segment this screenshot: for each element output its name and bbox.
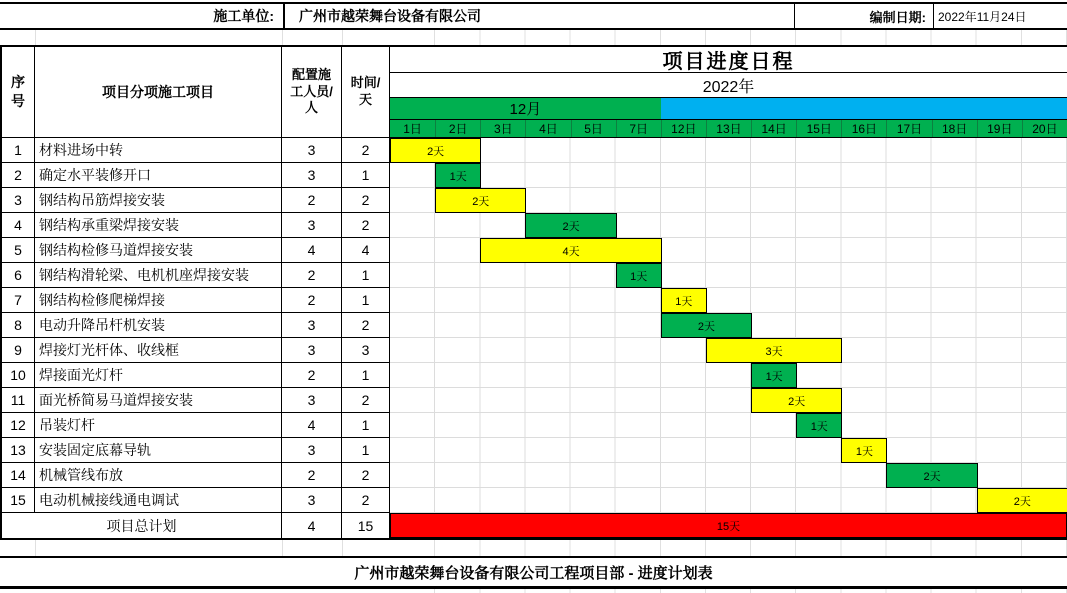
date-cell[interactable]: 18日 xyxy=(932,120,977,137)
gantt-bar[interactable]: 1天 xyxy=(751,363,797,388)
task-no-cell[interactable]: 10 xyxy=(2,363,35,388)
date-cell[interactable]: 2日 xyxy=(435,120,480,137)
gantt-row-cell xyxy=(390,463,1067,488)
task-crew-cell[interactable]: 3 xyxy=(282,488,342,513)
gantt-year-label[interactable]: 2022年 xyxy=(702,78,755,96)
task-crew-cell[interactable]: 2 xyxy=(282,463,342,488)
date-cell[interactable]: 17日 xyxy=(886,120,931,137)
task-rows xyxy=(2,138,1067,513)
date-header-row xyxy=(390,119,1067,138)
col-header-no[interactable]: 序号 xyxy=(2,47,35,138)
gantt-bar[interactable]: 2天 xyxy=(661,313,752,338)
task-days-cell[interactable]: 2 xyxy=(342,213,390,238)
task-days-cell[interactable]: 2 xyxy=(342,488,390,513)
task-crew-cell[interactable]: 2 xyxy=(282,263,342,288)
total-gantt-cell xyxy=(390,513,1067,538)
total-gantt-bar[interactable]: 15天 xyxy=(390,513,1067,538)
task-no-cell[interactable]: 9 xyxy=(2,338,35,363)
gantt-bar[interactable]: 4天 xyxy=(480,238,662,263)
month-december-band[interactable]: 12月 xyxy=(390,98,661,119)
date-cell[interactable]: 1日 xyxy=(403,122,422,136)
gantt-title[interactable]: 项目进度日程 xyxy=(390,47,1067,73)
task-no-cell[interactable]: 13 xyxy=(2,438,35,463)
task-crew-cell[interactable]: 3 xyxy=(282,138,342,163)
gantt-bar[interactable]: 1天 xyxy=(796,413,842,438)
task-days-cell[interactable]: 2 xyxy=(342,188,390,213)
gantt-row-cell xyxy=(390,413,1067,438)
gridlines xyxy=(390,540,1067,556)
task-crew-cell[interactable]: 3 xyxy=(282,163,342,188)
task-row xyxy=(2,238,1067,263)
grid-gap-row-sliver xyxy=(0,589,1067,593)
task-no-cell[interactable]: 3 xyxy=(2,188,35,213)
compile-date-value[interactable]: 2022年11月24日 xyxy=(938,9,1027,24)
gridlines xyxy=(390,589,1067,593)
gantt-row-cell xyxy=(390,313,1067,338)
task-name-cell[interactable]: 钢结构吊筋焊接安装 xyxy=(35,188,282,213)
date-cell[interactable]: 14日 xyxy=(751,120,796,137)
task-days-cell[interactable]: 2 xyxy=(342,463,390,488)
task-row xyxy=(2,413,1067,438)
task-no-cell[interactable]: 14 xyxy=(2,463,35,488)
task-row xyxy=(2,188,1067,213)
task-name-cell[interactable]: 钢结构检修马道焊接安装 xyxy=(35,238,282,263)
gantt-row-cell xyxy=(390,363,1067,388)
grid-gap-row-bottom xyxy=(0,540,1067,556)
top-info-band xyxy=(0,2,1067,30)
gantt-bar[interactable]: 2天 xyxy=(390,138,481,163)
gantt-row-cell xyxy=(390,238,1067,263)
task-no-cell[interactable]: 7 xyxy=(2,288,35,313)
task-row xyxy=(2,363,1067,388)
task-days-cell[interactable]: 1 xyxy=(342,263,390,288)
task-name-cell[interactable]: 电动升降吊杆机安装 xyxy=(35,313,282,338)
gantt-row-cell xyxy=(390,263,1067,288)
task-row xyxy=(2,138,1067,163)
task-no-cell[interactable]: 1 xyxy=(2,138,35,163)
date-cell[interactable]: 16日 xyxy=(841,120,886,137)
col-header-task[interactable]: 项目分项施工项目 xyxy=(35,47,282,138)
gantt-row-cell xyxy=(390,438,1067,463)
task-crew-cell[interactable]: 3 xyxy=(282,313,342,338)
task-crew-cell[interactable]: 4 xyxy=(282,238,342,263)
task-row xyxy=(2,438,1067,463)
task-row xyxy=(2,463,1067,488)
task-name-cell[interactable]: 焊接面光灯杆 xyxy=(35,363,282,388)
gantt-bar[interactable]: 1天 xyxy=(435,163,481,188)
task-name-cell[interactable]: 确定水平装修开口 xyxy=(35,163,282,188)
task-no-cell[interactable]: 5 xyxy=(2,238,35,263)
task-no-cell[interactable]: 4 xyxy=(2,213,35,238)
gantt-row-cell xyxy=(390,338,1067,363)
task-days-cell[interactable]: 1 xyxy=(342,288,390,313)
gantt-bar[interactable]: 1天 xyxy=(841,438,887,463)
gantt-row-cell xyxy=(390,138,1067,163)
gantt-bar[interactable]: 2天 xyxy=(751,388,842,413)
date-cell[interactable]: 20日 xyxy=(1022,120,1067,137)
construction-unit-label[interactable]: 施工单位: xyxy=(0,4,285,28)
total-crew-cell[interactable]: 4 xyxy=(282,513,342,538)
task-days-cell[interactable]: 1 xyxy=(342,163,390,188)
task-row xyxy=(2,213,1067,238)
task-crew-cell[interactable]: 4 xyxy=(282,413,342,438)
task-row xyxy=(2,313,1067,338)
task-crew-cell[interactable]: 2 xyxy=(282,288,342,313)
gantt-bar[interactable]: 1天 xyxy=(616,263,662,288)
date-cell[interactable]: 15日 xyxy=(796,120,841,137)
task-crew-cell[interactable]: 3 xyxy=(282,338,342,363)
task-crew-cell[interactable]: 3 xyxy=(282,213,342,238)
schedule-table xyxy=(0,45,1067,540)
task-name-cell[interactable]: 安装固定底幕导轨 xyxy=(35,438,282,463)
task-name-cell[interactable]: 面光桥简易马道焊接安装 xyxy=(35,388,282,413)
gantt-bar[interactable]: 2天 xyxy=(435,188,526,213)
date-cell[interactable]: 12日 xyxy=(661,120,706,137)
gantt-row-cell xyxy=(390,188,1067,213)
task-row xyxy=(2,338,1067,363)
gantt-bar[interactable]: 2天 xyxy=(886,463,977,488)
task-days-cell[interactable]: 1 xyxy=(342,413,390,438)
construction-unit-value[interactable]: 广州市越荣舞台设备有限公司 xyxy=(285,4,795,28)
task-days-cell[interactable]: 4 xyxy=(342,238,390,263)
total-label-cell[interactable]: 项目总计划 xyxy=(2,513,282,538)
task-days-cell[interactable]: 2 xyxy=(342,388,390,413)
date-cell[interactable]: 4日 xyxy=(525,120,570,137)
task-crew-cell[interactable]: 3 xyxy=(282,438,342,463)
gantt-header xyxy=(390,47,1067,138)
gantt-row-cell xyxy=(390,213,1067,238)
task-crew-cell[interactable]: 2 xyxy=(282,188,342,213)
gantt-row-cell xyxy=(390,488,1067,513)
task-name-cell[interactable]: 机械管线布放 xyxy=(35,463,282,488)
grid-gap-row-top xyxy=(0,30,1067,45)
task-crew-cell[interactable]: 2 xyxy=(282,363,342,388)
task-days-cell[interactable]: 1 xyxy=(342,438,390,463)
gantt-bar[interactable]: 3天 xyxy=(706,338,842,363)
task-name-cell[interactable]: 钢结构滑轮梁、电机机座焊接安装 xyxy=(35,263,282,288)
task-row xyxy=(2,488,1067,513)
col-header-crew[interactable]: 配置施工人员/人 xyxy=(282,47,342,138)
date-cell[interactable]: 19日 xyxy=(977,120,1022,137)
month-band xyxy=(390,97,1067,119)
gantt-bar[interactable]: 1天 xyxy=(661,288,707,313)
task-row xyxy=(2,288,1067,313)
task-no-cell[interactable]: 2 xyxy=(2,163,35,188)
task-row xyxy=(2,263,1067,288)
task-days-cell[interactable]: 2 xyxy=(342,313,390,338)
col-header-time[interactable]: 时间/天 xyxy=(342,47,390,138)
gantt-row-cell xyxy=(390,163,1067,188)
date-cell[interactable]: 13日 xyxy=(706,120,751,137)
footer-title: 广州市越荣舞台设备有限公司工程项目部 - 进度计划表 xyxy=(0,556,1067,589)
date-cell[interactable]: 3日 xyxy=(480,120,525,137)
date-cell[interactable]: 5日 xyxy=(571,120,616,137)
task-name-cell[interactable]: 钢结构检修爬梯焊接 xyxy=(35,288,282,313)
gantt-bar[interactable]: 2天 xyxy=(977,488,1067,513)
table-header xyxy=(2,47,1067,138)
task-name-cell[interactable]: 焊接灯光杆体、收线框 xyxy=(35,338,282,363)
task-no-cell[interactable]: 6 xyxy=(2,263,35,288)
gantt-row-cell xyxy=(390,388,1067,413)
task-crew-cell[interactable]: 3 xyxy=(282,388,342,413)
task-no-cell[interactable]: 15 xyxy=(2,488,35,513)
task-no-cell[interactable]: 11 xyxy=(2,388,35,413)
task-no-cell[interactable]: 12 xyxy=(2,413,35,438)
task-row xyxy=(2,163,1067,188)
task-name-cell[interactable]: 材料进场中转 xyxy=(35,138,282,163)
gantt-row-cell xyxy=(390,288,1067,313)
date-cell[interactable]: 7日 xyxy=(616,120,661,137)
total-row xyxy=(2,513,1067,538)
total-days-cell[interactable]: 15 xyxy=(342,513,390,538)
task-days-cell[interactable]: 2 xyxy=(342,138,390,163)
task-days-cell[interactable]: 3 xyxy=(342,338,390,363)
gridlines xyxy=(390,30,1067,45)
month-next-band[interactable] xyxy=(661,98,1067,119)
task-no-cell[interactable]: 8 xyxy=(2,313,35,338)
task-name-cell[interactable]: 吊装灯杆 xyxy=(35,413,282,438)
task-name-cell[interactable]: 钢结构承重梁焊接安装 xyxy=(35,213,282,238)
task-row xyxy=(2,388,1067,413)
task-days-cell[interactable]: 1 xyxy=(342,363,390,388)
task-name-cell[interactable]: 电动机械接线通电调试 xyxy=(35,488,282,513)
compile-date-label[interactable]: 编制日期: xyxy=(795,4,934,28)
gantt-bar[interactable]: 2天 xyxy=(525,213,616,238)
